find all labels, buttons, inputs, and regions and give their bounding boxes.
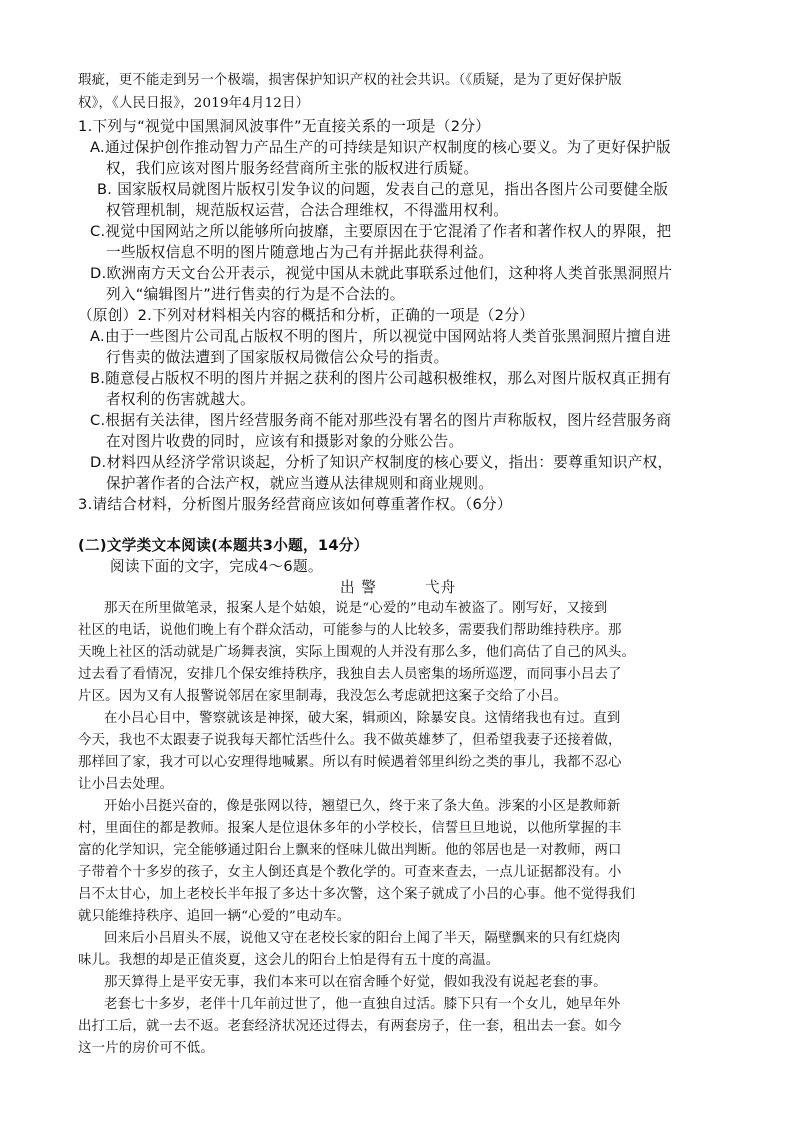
- story-line: 开始小吕挺兴奋的，像是张网以待，翘望已久，终于来了条大鱼。涉案的小区是教师新: [104, 799, 621, 814]
- story-line: 片区。因为又有人报警说邻居在家里制毒，我没怎么考虑就把这案子交给了小吕。: [78, 689, 568, 704]
- story-line: 那天算得上是平安无事，我们本来可以在宿舍睡个好觉，假如我没有说起老套的事。: [104, 975, 607, 990]
- source-note-line: 瑕疵，更不能走到另一个极端，损害保护知识产权的社会共识。（《质疑，是为了更好保护版: [78, 73, 622, 88]
- question-3-stem: 3.请结合材料，分析图片服务经营商应该如何尊重著作权。（6分）: [78, 496, 512, 513]
- story-title: 出 警: [340, 579, 377, 596]
- q2-option-d: D.材料四从经济学常识谈起，分析了知识产权制度的核心要义，指出：要尊重知识产权，: [90, 454, 673, 471]
- story-line: 子带着个十多岁的孩子，女主人倒还真是个教化学的。可查来查去，一点儿证据都没有。小: [78, 865, 622, 880]
- story-line: 天晚上社区的活动就是广场舞表演，实际上围观的人并没有那么多，他们高估了自己的风头。: [78, 645, 636, 660]
- story-line: 那天在所里做笔录，报案人是个姑娘，说是“心爱的”电动车被盗了。刚写好，又接到: [104, 601, 608, 616]
- section-heading: (二)文学类文本阅读(本题共3小题，14分）: [78, 537, 369, 554]
- story-line: 富的化学知识，完全能够通过阳台上飘来的怪味儿做出判断。他的邻居也是一对教师，两口: [78, 843, 622, 858]
- story-line: 吕不太甘心，加上老校长半年报了多达十多次警，这个案子就成了小吕的心事。他不觉得我们: [78, 887, 636, 902]
- story-line: 出打工后，就一去不返。老套经济状况还过得去，有两套房子，住一套，租出去一套。如今: [78, 1019, 622, 1034]
- story-line: 这一片的房价可不低。: [78, 1041, 214, 1056]
- story-line: 回来后小吕眉头不展，说他又守在老校长家的阳台上闻了半天，隔壁飘来的只有红烧肉: [104, 931, 621, 946]
- q1-option-b-cont: 权管理机制，规范版权运营，合法合理维权，不得滥用权利。: [106, 202, 509, 219]
- story-line: 社区的电话，说他们晚上有个群众活动，可能参与的人比较多，需要我们帮助维持秩序。那: [78, 623, 622, 638]
- q1-option-d: D.欧洲南方天文台公开表示，视觉中国从未就此事联系过他们，这种将人类首张黑洞照片: [90, 265, 673, 282]
- q2-option-a-cont: 行售卖的做法遭到了国家版权局微信公众号的指责。: [106, 349, 449, 366]
- q2-option-c: C.根据有关法律，图片经营服务商不能对那些没有署名的图片声称版权，图片经营服务商: [90, 412, 672, 429]
- q1-option-c-cont: 一些版权信息不明的图片随意地占为己有并据此获得利益。: [106, 244, 494, 261]
- question-1-stem: 1.下列与“视觉中国黑洞风波事件”无直接关系的一项是（2分）: [78, 118, 491, 135]
- story-author: 弋舟: [425, 579, 457, 596]
- q2-option-b: B.随意侵占版权不明的图片并据之获利的图片公司越积极维权，那么对图片版权真正拥有: [90, 370, 672, 387]
- q2-option-b-cont: 者权利的伤害就越大。: [106, 391, 255, 408]
- q1-option-d-cont: 列入“编辑图片”进行售卖的行为是不合法的。: [106, 286, 405, 303]
- q2-option-c-cont: 在对图片收费的同时，应该有和摄影对象的分账公告。: [106, 433, 464, 450]
- story-line: 村，里面住的都是教师。报案人是位退休多年的小学校长，信誓旦旦地说，以他所掌握的丰: [78, 821, 622, 836]
- q1-option-a: A.通过保护创作推动智力产品生产的可持续是知识产权制度的核心要义。为了更好保护版: [90, 139, 671, 156]
- story-line: 那样回了家，我才可以心安理得地喊累。所以有时候遇着邻里纠纷之类的事儿，我都不忍心: [78, 755, 622, 770]
- q1-option-b: B. 国家版权局就图片版权引发争议的问题，发表自己的意见，指出各图片公司要健全版: [97, 181, 669, 198]
- section-instruction: 阅读下面的文字，完成4～6题。: [110, 558, 323, 575]
- question-2-stem: （原创）2.下列对材料相关内容的概括和分析，正确的一项是（2分）: [78, 307, 535, 324]
- story-line: 就只能维持秩序、追回一辆“心爱的”电动车。: [78, 909, 351, 924]
- story-line: 老套七十多岁，老伴十几年前过世了，他一直独自过活。膝下只有一个女儿，她早年外: [104, 997, 621, 1012]
- source-note-line: 权》，《人民日报》，2019年4月12日）: [78, 96, 310, 111]
- story-line: 味儿。我想的却是正值炎夏，这会儿的阳台上怕是得有五十度的高温。: [78, 953, 500, 968]
- story-line: 今天，我也不太跟妻子说我每天都忙活些什么。我不做英雄梦了，但希望我妻子还接着做，: [78, 733, 622, 748]
- q1-option-a-cont: 权，我们应该对图片服务经营商所主张的版权进行质疑。: [106, 160, 479, 177]
- story-line: 在小吕心目中，警察就该是神探，破大案，辑顽凶，除暴安良。这情绪我也有过。直到: [104, 711, 621, 726]
- story-line: 让小吕去处理。: [78, 777, 174, 792]
- story-line: 过去看了看情况，安排几个保安维持秩序，我独自去人员密集的场所巡逻，而同事小吕去了: [78, 667, 622, 682]
- q2-option-d-cont: 保护著作者的合法产权，就应当遵从法律规则和商业规则。: [106, 475, 494, 492]
- q2-option-a: A.由于一些图片公司乱占版权不明的图片，所以视觉中国网站将人类首张黑洞照片擅自进: [90, 328, 671, 345]
- q1-option-c: C.视觉中国网站之所以能够所向披靡，主要原因在于它混淆了作者和著作权人的界限，把: [90, 223, 672, 240]
